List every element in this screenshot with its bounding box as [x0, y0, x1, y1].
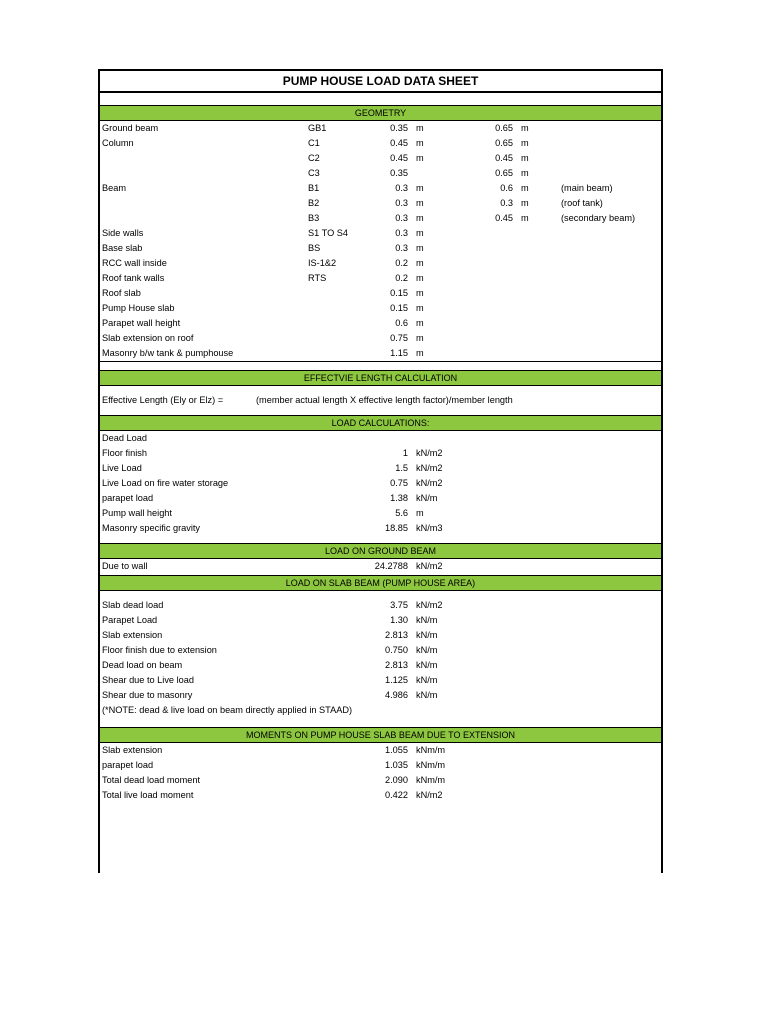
item-label: Due to wall: [102, 561, 148, 571]
slab-beam-header: LOAD ON SLAB BEAM (PUMP HOUSE AREA): [100, 576, 661, 591]
member-label: RCC wall inside: [102, 258, 167, 268]
dimension-2-unit: m: [521, 153, 529, 163]
item-value: 1.30: [390, 615, 408, 625]
dimension-1-unit: m: [416, 288, 424, 298]
geometry-row: [100, 226, 661, 241]
dimension-1-value: 0.35: [390, 168, 408, 178]
load-row: [100, 476, 661, 491]
dimension-1-value: 0.15: [390, 303, 408, 313]
staad-note: (*NOTE: dead & live load on beam directly applied in STAAD): [102, 705, 353, 715]
item-label: Shear due to Live load: [102, 675, 194, 685]
member-label: Slab extension on roof: [102, 333, 194, 343]
item-label: Parapet Load: [102, 615, 158, 625]
member-label: Side walls: [102, 228, 144, 238]
item-label: Dead Load: [102, 433, 147, 443]
item-value: 1.5: [395, 463, 408, 473]
moment-row: [100, 788, 661, 803]
dimension-2-value: 0.65: [495, 123, 513, 133]
dimension-1-unit: m: [416, 198, 424, 208]
member-code: B1: [308, 183, 320, 193]
dimension-1-value: 0.45: [390, 138, 408, 148]
item-unit: kN/m2: [416, 448, 443, 458]
dimension-1-unit: m: [416, 228, 424, 238]
ground-beam-header: LOAD ON GROUND BEAM: [100, 544, 661, 559]
geometry-row: [100, 241, 661, 256]
item-unit: kN/m: [416, 675, 438, 685]
item-unit: kNm/m: [416, 760, 446, 770]
item-value: 24.2788: [374, 561, 408, 571]
dimension-1-unit: m: [416, 183, 424, 193]
effective-length-header: EFFECTVIE LENGTH CALCULATION: [100, 371, 661, 386]
item-unit: kN/m2: [416, 463, 443, 473]
item-value: 1.38: [390, 493, 408, 503]
member-label: Masonry b/w tank & pumphouse: [102, 348, 234, 358]
item-label: Slab extension: [102, 630, 163, 640]
member-code: C2: [308, 153, 320, 163]
load-row: [100, 506, 661, 521]
item-unit: kN/m: [416, 660, 438, 670]
member-code: S1 TO S4: [308, 228, 349, 238]
geometry-row: [100, 316, 661, 331]
geometry-row: [100, 136, 661, 151]
spacer-row: [100, 362, 661, 371]
effective-length-section: [100, 386, 661, 416]
item-value: 1.055: [385, 745, 408, 755]
item-label: Slab dead load: [102, 600, 164, 610]
geometry-row: [100, 301, 661, 316]
member-label: Parapet wall height: [102, 318, 181, 328]
item-unit: kN/m: [416, 690, 438, 700]
item-label: parapet load: [102, 493, 154, 503]
load-row: [100, 491, 661, 506]
item-label: Dead load on beam: [102, 660, 183, 670]
dimension-2-unit: m: [521, 138, 529, 148]
moment-row: [100, 743, 661, 758]
geometry-row: [100, 151, 661, 166]
item-value: 2.813: [385, 630, 408, 640]
item-unit: kN/m2: [416, 561, 443, 571]
item-unit: kN/m: [416, 615, 438, 625]
item-label: Pump wall height: [102, 508, 172, 518]
dimension-2-unit: m: [521, 198, 529, 208]
dimension-1-unit: m: [416, 318, 424, 328]
dimension-1-value: 0.2: [395, 258, 408, 268]
slab-beam-row: [100, 643, 661, 658]
dimension-2-value: 0.6: [500, 183, 513, 193]
ground-beam-section: [100, 559, 661, 576]
moment-row: [100, 773, 661, 788]
member-label: Pump House slab: [102, 303, 175, 313]
ground-beam-row: [100, 559, 661, 574]
item-unit: kN/m2: [416, 478, 443, 488]
member-note: (secondary beam): [561, 213, 636, 223]
member-code: C1: [308, 138, 320, 148]
sheet-title: PUMP HOUSE LOAD DATA SHEET: [100, 71, 661, 93]
slab-beam-row: [100, 598, 661, 613]
item-label: Floor finish: [102, 448, 147, 458]
item-unit: kN/m2: [416, 600, 443, 610]
data-sheet: [98, 69, 663, 873]
item-value: 1: [402, 448, 408, 458]
moment-row: [100, 758, 661, 773]
member-code: BS: [308, 243, 321, 253]
slab-beam-row: [100, 658, 661, 673]
dimension-1-value: 0.35: [390, 123, 408, 133]
member-label: Beam: [102, 183, 127, 193]
item-label: Masonry specific gravity: [102, 523, 201, 533]
load-row: [100, 461, 661, 476]
dimension-2-unit: m: [521, 123, 529, 133]
item-unit: kN/m: [416, 630, 438, 640]
dimension-1-unit: m: [416, 348, 424, 358]
dimension-1-unit: m: [416, 243, 424, 253]
load-row: [100, 521, 661, 536]
dimension-1-unit: m: [416, 303, 424, 313]
slab-beam-row: [100, 613, 661, 628]
item-value: 3.75: [390, 600, 408, 610]
item-value: 0.422: [385, 790, 408, 800]
dimension-2-value: 0.45: [495, 153, 513, 163]
dimension-2-value: 0.45: [495, 213, 513, 223]
effective-length-formula: (member actual length X effective length factor)/member length: [256, 395, 513, 405]
load-calculations-section: [100, 431, 661, 544]
dimension-1-unit: m: [416, 213, 424, 223]
geometry-row: [100, 271, 661, 286]
member-code: B2: [308, 198, 320, 208]
dimension-1-value: 0.75: [390, 333, 408, 343]
item-value: 0.750: [385, 645, 408, 655]
slab-beam-section: [100, 591, 661, 728]
dimension-1-value: 0.3: [395, 228, 408, 238]
member-label: Roof slab: [102, 288, 141, 298]
item-value: 2.090: [385, 775, 408, 785]
dimension-2-unit: m: [521, 183, 529, 193]
item-unit: kNm/m: [416, 745, 446, 755]
geometry-header: GEOMETRY: [100, 106, 661, 121]
member-label: Ground beam: [102, 123, 159, 133]
item-unit: kN/m3: [416, 523, 443, 533]
item-unit: kNm/m: [416, 775, 446, 785]
member-label: Roof tank walls: [102, 273, 165, 283]
geometry-section: [100, 121, 661, 362]
dimension-2-value: 0.3: [500, 198, 513, 208]
member-code: C3: [308, 168, 320, 178]
slab-beam-row: [100, 673, 661, 688]
dimension-2-unit: m: [521, 213, 529, 223]
item-label: Live Load: [102, 463, 142, 473]
dimension-1-value: 0.15: [390, 288, 408, 298]
effective-length-label: Effective Length (Ely or Elz) =: [102, 395, 224, 405]
dimension-1-unit: m: [416, 123, 424, 133]
item-value: 1.035: [385, 760, 408, 770]
load-row: [100, 446, 661, 461]
item-value: 2.813: [385, 660, 408, 670]
dimension-1-value: 0.6: [395, 318, 408, 328]
geometry-row: [100, 331, 661, 346]
effective-length-row: [100, 393, 661, 408]
moments-header: MOMENTS ON PUMP HOUSE SLAB BEAM DUE TO EXTENSION: [100, 728, 661, 743]
load-calculations-header: LOAD CALCULATIONS:: [100, 416, 661, 431]
geometry-row: [100, 196, 661, 211]
item-unit: kN/m: [416, 493, 438, 503]
slab-beam-row: [100, 628, 661, 643]
geometry-row: [100, 211, 661, 226]
dimension-1-unit: m: [416, 333, 424, 343]
dimension-2-value: 0.65: [495, 168, 513, 178]
item-value: 5.6: [395, 508, 408, 518]
dimension-1-value: 0.45: [390, 153, 408, 163]
item-label: Floor finish due to extension: [102, 645, 217, 655]
dimension-2-unit: m: [521, 168, 529, 178]
item-value: 18.85: [385, 523, 408, 533]
member-code: RTS: [308, 273, 327, 283]
item-label: Total dead load moment: [102, 775, 201, 785]
dimension-2-value: 0.65: [495, 138, 513, 148]
geometry-row: [100, 181, 661, 196]
geometry-row: [100, 166, 661, 181]
moments-section: [100, 743, 661, 803]
member-code: GB1: [308, 123, 327, 133]
spacer-row: [100, 93, 661, 106]
dimension-1-value: 0.3: [395, 243, 408, 253]
staad-note-row: [100, 703, 661, 718]
geometry-row: [100, 256, 661, 271]
slab-beam-row: [100, 688, 661, 703]
member-label: Base slab: [102, 243, 143, 253]
dimension-1-value: 0.3: [395, 213, 408, 223]
item-label: Total live load moment: [102, 790, 194, 800]
item-label: parapet load: [102, 760, 154, 770]
item-unit: m: [416, 508, 424, 518]
geometry-row: [100, 286, 661, 301]
dimension-1-unit: m: [416, 258, 424, 268]
item-label: Slab extension: [102, 745, 163, 755]
geometry-row: [100, 121, 661, 136]
dimension-1-unit: m: [416, 153, 424, 163]
dimension-1-unit: m: [416, 138, 424, 148]
item-unit: kN/m2: [416, 790, 443, 800]
dimension-1-value: 0.3: [395, 183, 408, 193]
dimension-1-value: 0.2: [395, 273, 408, 283]
item-unit: kN/m: [416, 645, 438, 655]
member-code: IS-1&2: [308, 258, 337, 268]
item-value: 1.125: [385, 675, 408, 685]
item-value: 0.75: [390, 478, 408, 488]
item-value: 4.986: [385, 690, 408, 700]
item-label: Live Load on fire water storage: [102, 478, 229, 488]
member-code: B3: [308, 213, 320, 223]
load-row: [100, 431, 661, 446]
item-label: Shear due to masonry: [102, 690, 193, 700]
dimension-1-unit: m: [416, 273, 424, 283]
member-label: Column: [102, 138, 134, 148]
member-note: (main beam): [561, 183, 613, 193]
geometry-row: [100, 346, 661, 361]
dimension-1-value: 1.15: [390, 348, 408, 358]
member-note: (roof tank): [561, 198, 603, 208]
dimension-1-value: 0.3: [395, 198, 408, 208]
